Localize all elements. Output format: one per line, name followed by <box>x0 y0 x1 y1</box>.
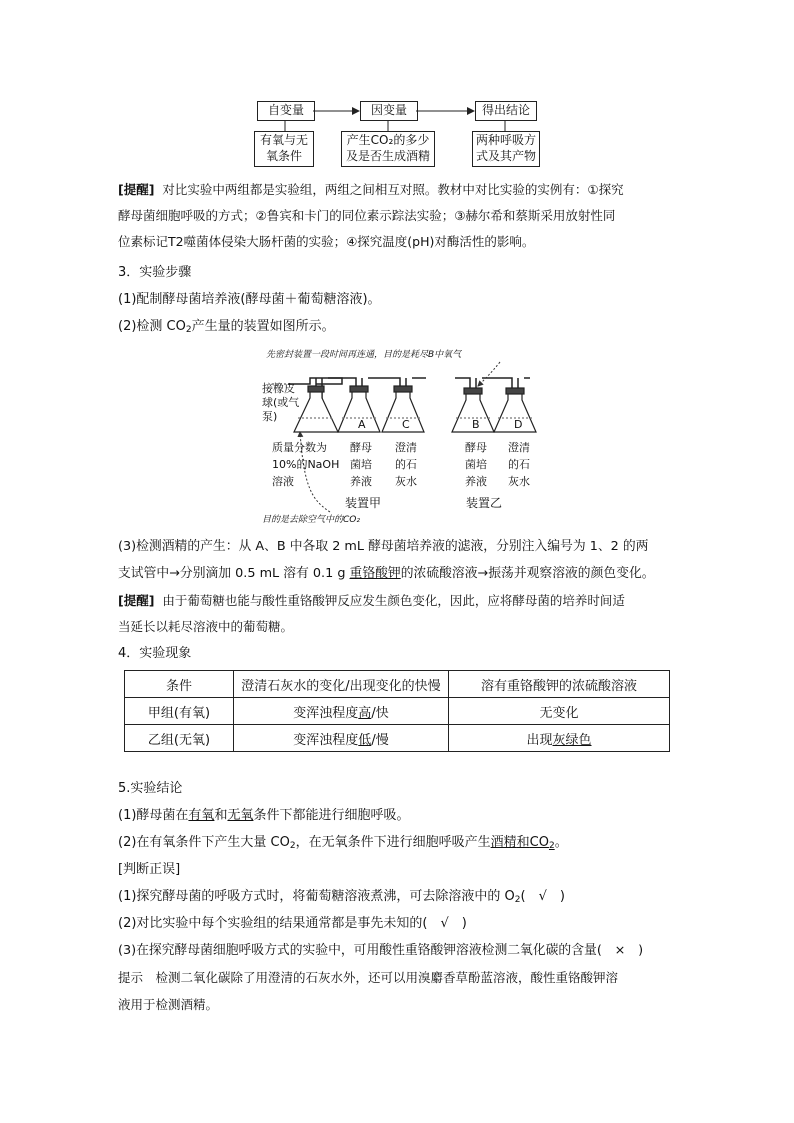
lime2-line2: 的石 <box>508 458 530 471</box>
q1-a: (1)探究酵母菌的呼吸方式时，将葡萄糖溶液煮沸，可去除溶液中的 O <box>118 889 515 904</box>
c2-u2: CO <box>529 835 549 850</box>
table-header-cell: 溶有重铬酸钾的浓硫酸溶液 <box>449 671 670 698</box>
set-b-label: 装置乙 <box>466 496 503 510</box>
flask-letter-d: D <box>514 418 523 431</box>
section5-title: 5.实验结论 <box>118 781 183 796</box>
table-cell <box>234 725 449 752</box>
pump-label <box>262 382 299 424</box>
set-a-label: 装置甲 <box>345 496 382 510</box>
section3-step2-b: 产生量的装置如图所示。 <box>191 319 335 334</box>
lime2-label <box>508 439 530 490</box>
table-cell: 无变化 <box>449 698 670 725</box>
apparatus-top-note: 先密封装置一段时间再连通，目的是耗尽B中氧气 <box>266 350 462 360</box>
row2-underline: 低 <box>358 732 372 748</box>
step3-line2-b: 的浓硫酸溶液→振荡并观察溶液的颜色变化。 <box>400 566 655 581</box>
tip2-line1 <box>118 591 625 611</box>
table-header-row <box>125 671 670 698</box>
table-header-cell: 条件 <box>125 671 234 698</box>
yeast1-line1: 酵母 <box>350 441 372 454</box>
table-row <box>125 698 670 725</box>
flow-box-condition-line1: 有氧与无 <box>259 133 308 147</box>
flow-box-dependent: 因变量 <box>360 101 418 121</box>
lime1-label <box>395 439 417 490</box>
yeast1-line2: 菌培 <box>350 458 372 471</box>
section5-c1 <box>118 806 409 826</box>
c2-d: 。 <box>554 835 568 850</box>
yeast1-label <box>350 439 372 490</box>
c1-c: 条件下都能进行细胞呼吸。 <box>253 808 410 823</box>
lime1-line3: 灰水 <box>395 475 417 488</box>
c2-b: ，在无氧条件下进行细胞呼吸产生 <box>295 835 491 850</box>
flask-naoh <box>294 386 338 432</box>
row2-text: 变浑浊程度 <box>293 732 359 748</box>
section3-title: 3．实验步骤 <box>118 265 192 280</box>
naoh-label-line2: 10%的NaOH <box>272 458 340 471</box>
judge-hint1: 提示 检测二氧化碳除了用澄清的石灰水外，还可以用溴麝香草酚蓝溶液，酸性重铬酸钾溶 <box>118 970 619 985</box>
q1-b: ( √ ) <box>520 889 565 904</box>
tip1-line2: 酵母菌细胞呼吸的方式；②鲁宾和卡门的同位素示踪法实验；③赫尔希和蔡斯采用放射性同 <box>118 208 616 223</box>
flow-box-types-line1: 两种呼吸方 <box>475 133 536 147</box>
judge-q2: (2)对比实验中每个实验组的结果通常都是事先未知的( √ ) <box>118 916 467 931</box>
table-header-cell: 澄清石灰水的变化/出现变化的快慢 <box>234 671 449 698</box>
c1-u1: 有氧 <box>188 808 215 823</box>
naoh-label-line1: 质量分数为 <box>272 441 327 454</box>
row2-c3-underline: 灰绿色 <box>552 732 592 748</box>
step3-line2-a: 支试管中→分别滴加 0.5 mL 溶有 0.1 g <box>118 566 350 581</box>
step3-line2-underline: 重铬酸钾 <box>349 566 401 581</box>
row2-c3-text: 出现 <box>526 732 553 748</box>
flow-box-conclusion: 得出结论 <box>475 101 537 121</box>
section5-c2 <box>118 833 568 856</box>
flow-box-condition-line2: 氧条件 <box>265 149 302 163</box>
pump-label-line3: 泵) <box>262 410 278 423</box>
section3-step1: (1)配制酵母菌培养液(酵母菌＋葡萄糖溶液)。 <box>118 292 381 307</box>
flask-letter-c: C <box>402 418 410 431</box>
judge-title: [判断正误] <box>118 862 181 877</box>
row1-text: 变浑浊程度 <box>293 705 359 721</box>
tip1-tag: [提醒] <box>118 182 155 197</box>
judge-q3: (3)在探究酵母菌细胞呼吸方式的实验中，可用酸性重铬酸钾溶液检测二氧化碳的含量( × ) <box>118 943 644 958</box>
c2-sub2: 2 <box>548 841 555 851</box>
flow-box-types-line2: 式及其产物 <box>475 149 536 163</box>
section3-step2-sub: 2 <box>185 325 192 335</box>
q1-sub: 2 <box>514 895 521 905</box>
tip2-text1: 由于葡萄糖也能与酸性重铬酸钾反应发生颜色变化，因此，应将酵母菌的培养时间适 <box>162 593 625 608</box>
row2-rest: /慢 <box>371 732 389 748</box>
table-row <box>125 725 670 752</box>
table-cell: 乙组(无氧) <box>125 725 234 752</box>
c2-c: 和 <box>516 835 530 850</box>
yeast2-label <box>465 439 487 490</box>
flow-co2-text: 产生CO <box>346 133 389 147</box>
results-table <box>124 670 670 752</box>
section4-title: 4．实验现象 <box>118 646 192 661</box>
lime2-line1: 澄清 <box>508 441 530 454</box>
yeast2-line1: 酵母 <box>465 441 487 454</box>
apparatus-bottom-note: 目的是去除空气中的CO₂ <box>262 515 360 525</box>
yeast2-line2: 菌培 <box>465 458 487 471</box>
flask-letter-b: B <box>472 418 480 431</box>
pump-label-line2: 球(或气 <box>262 396 300 409</box>
c1-b: 和 <box>214 808 228 823</box>
section3-step2-a: (2)检测 CO <box>118 319 186 334</box>
flow-box-co2-line2: 及是否生成酒精 <box>345 149 430 163</box>
pump-label-line1: 接橡皮 <box>262 382 295 395</box>
naoh-label-line3: 溶液 <box>272 475 294 488</box>
tip1-text1: 对比实验中两组都是实验组，两组之间相互对照。教材中对比实验的实例有：①探究 <box>162 182 624 197</box>
naoh-label <box>272 439 339 490</box>
row1-rest: /快 <box>371 705 389 721</box>
top-note-arrow <box>478 362 500 386</box>
c2-a: (2)在有氧条件下产生大量 CO <box>118 835 290 850</box>
table-cell <box>234 698 449 725</box>
lime1-line2: 的石 <box>395 458 417 471</box>
flask-letter-a: A <box>358 418 366 431</box>
c2-sub: 2 <box>289 841 296 851</box>
yeast1-line3: 养液 <box>350 475 372 488</box>
table-cell <box>449 725 670 752</box>
tip2-tag: [提醒] <box>118 593 155 608</box>
step3-line2 <box>118 564 655 584</box>
c1-a: (1)酵母菌在 <box>118 808 189 823</box>
lime2-line3: 灰水 <box>508 475 530 488</box>
tip1-line3: 位素标记T2噬菌体侵染大肠杆菌的实验；④探究温度(pH)对酶活性的影响。 <box>118 234 535 249</box>
lime1-line1: 澄清 <box>395 441 417 454</box>
judge-hint2: 液用于检测酒精。 <box>118 997 219 1012</box>
c1-u2: 无氧 <box>227 808 254 823</box>
yeast2-line3: 养液 <box>465 475 487 488</box>
row1-underline: 高 <box>358 705 372 721</box>
judge-q1 <box>118 887 565 910</box>
table-cell: 甲组(有氧) <box>125 698 234 725</box>
flow-co2-rest: 的多少 <box>393 133 430 147</box>
c2-u1: 酒精 <box>490 835 517 850</box>
flow-box-independent: 自变量 <box>257 101 315 121</box>
step3-line1: (3)检测酒精的产生：从 A、B 中各取 2 mL 酵母菌培养液的滤液，分别注入编号为 1、2 的两 <box>118 539 649 554</box>
flow-co2-sub: ₂ <box>388 133 394 147</box>
tip2-line2: 当延长以耗尽溶液中的葡萄糖。 <box>118 619 294 634</box>
